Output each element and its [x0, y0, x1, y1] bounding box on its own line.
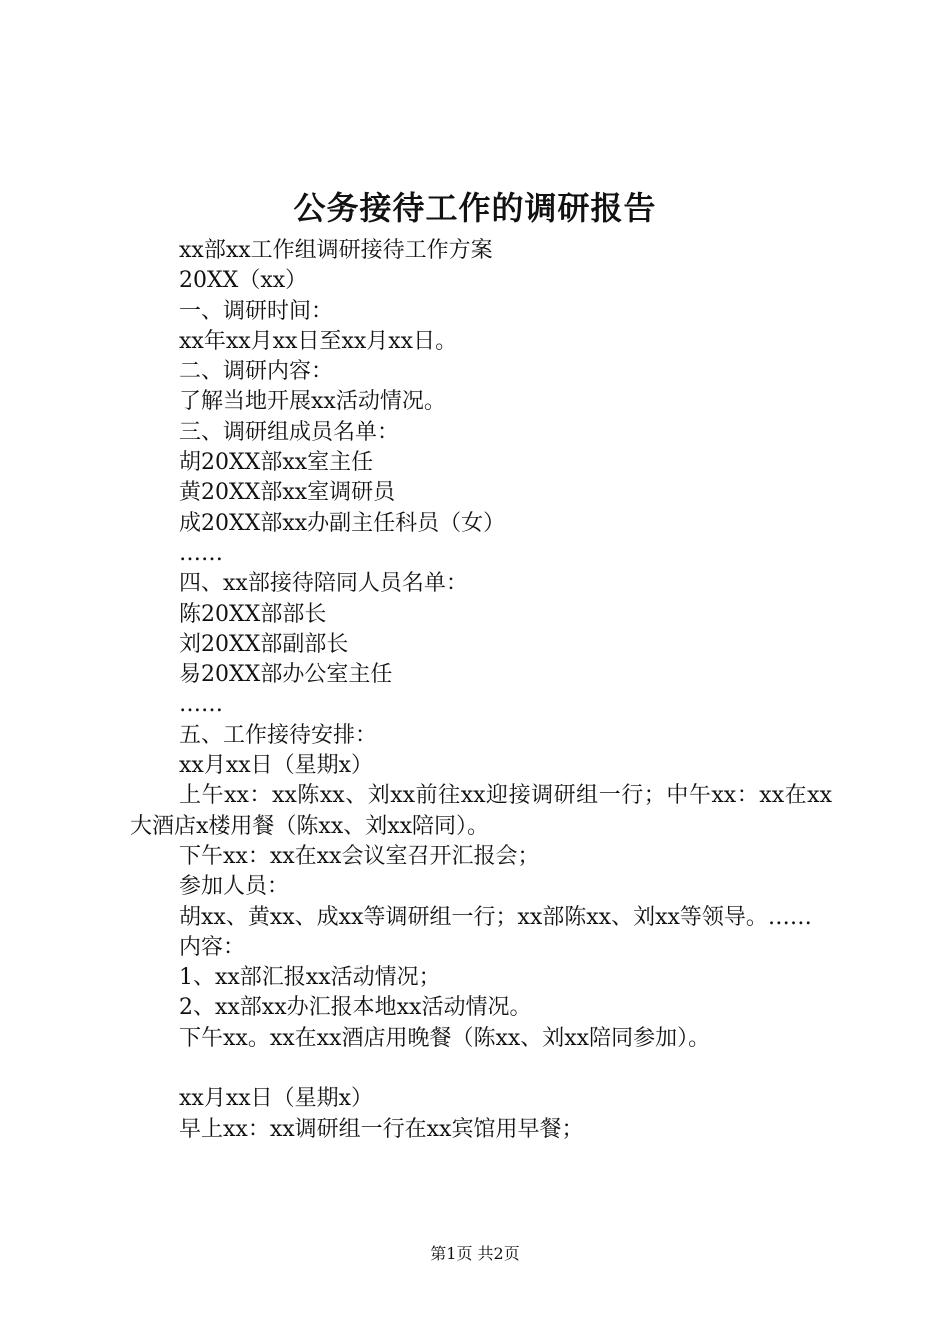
section-heading: 一、调研时间：	[179, 298, 334, 324]
text-line: 内容：	[179, 934, 246, 960]
text-line: 下午xx。xx在xx酒店用晚餐（陈xx、刘xx陪同参加）。	[179, 1025, 711, 1051]
member-line: 刘20XX部副部长	[179, 631, 349, 657]
text-line: 2、xx部xx办汇报本地xx活动情况。	[179, 995, 532, 1021]
text-line: xx部xx工作组调研接待工作方案	[179, 238, 493, 263]
member-line: 黄20XX部xx室调研员	[179, 480, 396, 506]
text-line: 参加人员：	[179, 874, 290, 900]
text-line: 20XX（xx）	[179, 268, 308, 294]
attendees-paragraph: 胡xx、黄xx、成xx等调研组一行；xx部陈xx、刘xx等领导。……	[179, 904, 812, 930]
member-line: 陈20XX部部长	[179, 601, 327, 627]
section-heading: 三、调研组成员名单：	[179, 419, 400, 445]
member-line: 易20XX部办公室主任	[179, 662, 393, 688]
member-line: 胡20XX部xx室主任	[179, 450, 374, 476]
section-heading: 五、工作接待安排：	[179, 722, 378, 748]
text-line: xx年xx月xx日至xx月xx日。	[179, 328, 458, 354]
member-line: 成20XX部xx办副主任科员（女）	[179, 510, 506, 536]
text-line: 1、xx部汇报xx活动情况；	[179, 965, 441, 991]
blank-line	[130, 1054, 832, 1084]
section-heading: 二、调研内容：	[179, 359, 334, 385]
date-line: xx月xx日（星期x）	[179, 1086, 374, 1112]
ellipsis-line: ……	[179, 692, 223, 718]
text-line: 下午xx：xx在xx会议室召开汇报会；	[179, 843, 540, 869]
schedule-paragraph: 上午xx：xx陈xx、刘xx前往xx迎接调研组一行；中午xx：xx在xx大酒店x楼用餐（陈xx、刘xx陪同）。	[130, 783, 832, 839]
text-line: 了解当地开展xx活动情况。	[179, 389, 446, 415]
document-title: 公务接待工作的调研报告	[293, 189, 657, 227]
date-line: xx月xx日（星期x）	[179, 753, 374, 779]
ellipsis-line: ……	[179, 540, 223, 566]
page-footer: 第1页 共2页	[430, 1244, 520, 1263]
document-body	[130, 236, 832, 1145]
text-line: 早上xx：xx调研组一行在xx宾馆用早餐；	[179, 1116, 584, 1142]
section-heading: 四、xx部接待陪同人员名单：	[179, 571, 468, 597]
